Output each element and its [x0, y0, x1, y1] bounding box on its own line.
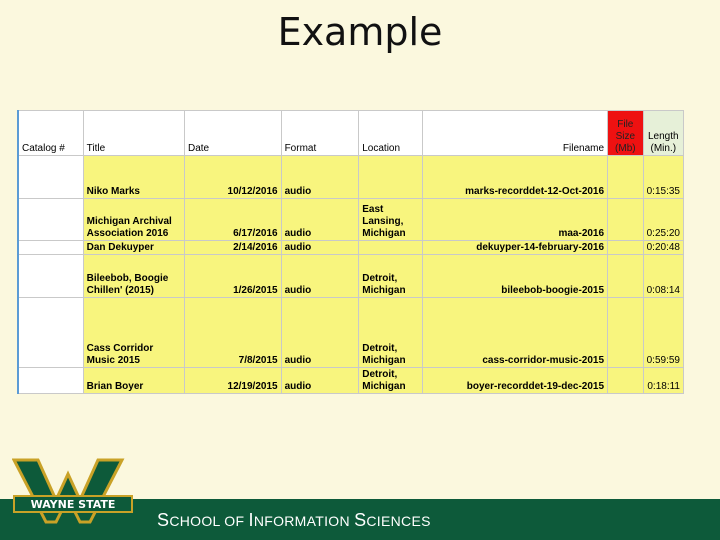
- filesize-cell: [608, 241, 644, 255]
- school-name: [157, 510, 431, 531]
- filesize-cell: [608, 298, 644, 368]
- logo-text: WAYNE STATE: [30, 498, 116, 511]
- date-cell: 6/17/2016: [184, 199, 281, 241]
- table-row: [18, 241, 684, 255]
- date-cell: 7/8/2015: [184, 298, 281, 368]
- catalog-cell: [18, 255, 83, 298]
- catalog-cell: [18, 241, 83, 255]
- date-cell: 10/12/2016: [184, 156, 281, 199]
- header-date: Date: [184, 111, 281, 156]
- filename-cell: cass-corridor-music-2015: [423, 298, 608, 368]
- footer-cap-s: S: [157, 510, 170, 530]
- filename-cell: bileebob-boogie-2015: [423, 255, 608, 298]
- length-cell: 0:59:59: [643, 298, 683, 368]
- location-cell: [359, 156, 423, 199]
- header-filename: Filename: [423, 111, 608, 156]
- table-row: [18, 255, 684, 298]
- filesize-cell: [608, 156, 644, 199]
- location-cell: East Lansing, Michigan: [359, 199, 423, 241]
- date-cell: 12/19/2015: [184, 368, 281, 394]
- header-location: Location: [359, 111, 423, 156]
- footer-cap-s2: S: [354, 510, 367, 530]
- footer-sciences-word: CIENCES: [366, 513, 431, 529]
- header-catalog: Catalog #: [18, 111, 83, 156]
- title-cell: Niko Marks: [83, 156, 184, 199]
- footer-information-word: NFORMATION: [253, 513, 355, 529]
- title-cell: Michigan Archival Association 2016: [83, 199, 184, 241]
- table-row: [18, 298, 684, 368]
- format-cell: audio: [281, 298, 359, 368]
- location-cell: Detroit, Michigan: [359, 255, 423, 298]
- date-cell: 1/26/2015: [184, 255, 281, 298]
- footer-cap-i: I: [248, 510, 254, 530]
- filesize-cell: [608, 199, 644, 241]
- header-filesize: File Size (Mb): [608, 111, 644, 156]
- format-cell: audio: [281, 255, 359, 298]
- length-cell: 0:25:20: [643, 199, 683, 241]
- catalog-cell: [18, 298, 83, 368]
- length-cell: 0:08:14: [643, 255, 683, 298]
- header-title: Title: [83, 111, 184, 156]
- date-cell: 2/14/2016: [184, 241, 281, 255]
- location-cell: [359, 241, 423, 255]
- catalog-table: [17, 110, 684, 394]
- length-cell: 0:20:48: [643, 241, 683, 255]
- table-row: [18, 156, 684, 199]
- location-cell: Detroit, Michigan: [359, 368, 423, 394]
- catalog-cell: [18, 156, 83, 199]
- header-length: Length (Min.): [643, 111, 683, 156]
- filename-cell: dekuyper-14-february-2016: [423, 241, 608, 255]
- format-cell: audio: [281, 241, 359, 255]
- filename-cell: marks-recorddet-12-Oct-2016: [423, 156, 608, 199]
- title-cell: Brian Boyer: [83, 368, 184, 394]
- filesize-cell: [608, 368, 644, 394]
- catalog-cell: [18, 199, 83, 241]
- format-cell: audio: [281, 368, 359, 394]
- title-cell: Dan Dekuyper: [83, 241, 184, 255]
- title-cell: Bileebob, Boogie Chillen' (2015): [83, 255, 184, 298]
- format-cell: audio: [281, 156, 359, 199]
- title-cell: Cass Corridor Music 2015: [83, 298, 184, 368]
- format-cell: audio: [281, 199, 359, 241]
- filename-cell: maa-2016: [423, 199, 608, 241]
- header-format: Format: [281, 111, 359, 156]
- filename-cell: boyer-recorddet-19-dec-2015: [423, 368, 608, 394]
- filesize-cell: [608, 255, 644, 298]
- length-cell: 0:15:35: [643, 156, 683, 199]
- wayne-state-logo: [12, 452, 136, 534]
- table-row: [18, 368, 684, 394]
- footer-school-word: CHOOL OF: [169, 513, 249, 529]
- location-cell: Detroit, Michigan: [359, 298, 423, 368]
- length-cell: 0:18:11: [643, 368, 683, 394]
- spreadsheet-image: [17, 110, 684, 393]
- slide-title: Example: [277, 10, 443, 54]
- catalog-cell: [18, 368, 83, 394]
- header-row: [18, 111, 684, 156]
- table-row: [18, 199, 684, 241]
